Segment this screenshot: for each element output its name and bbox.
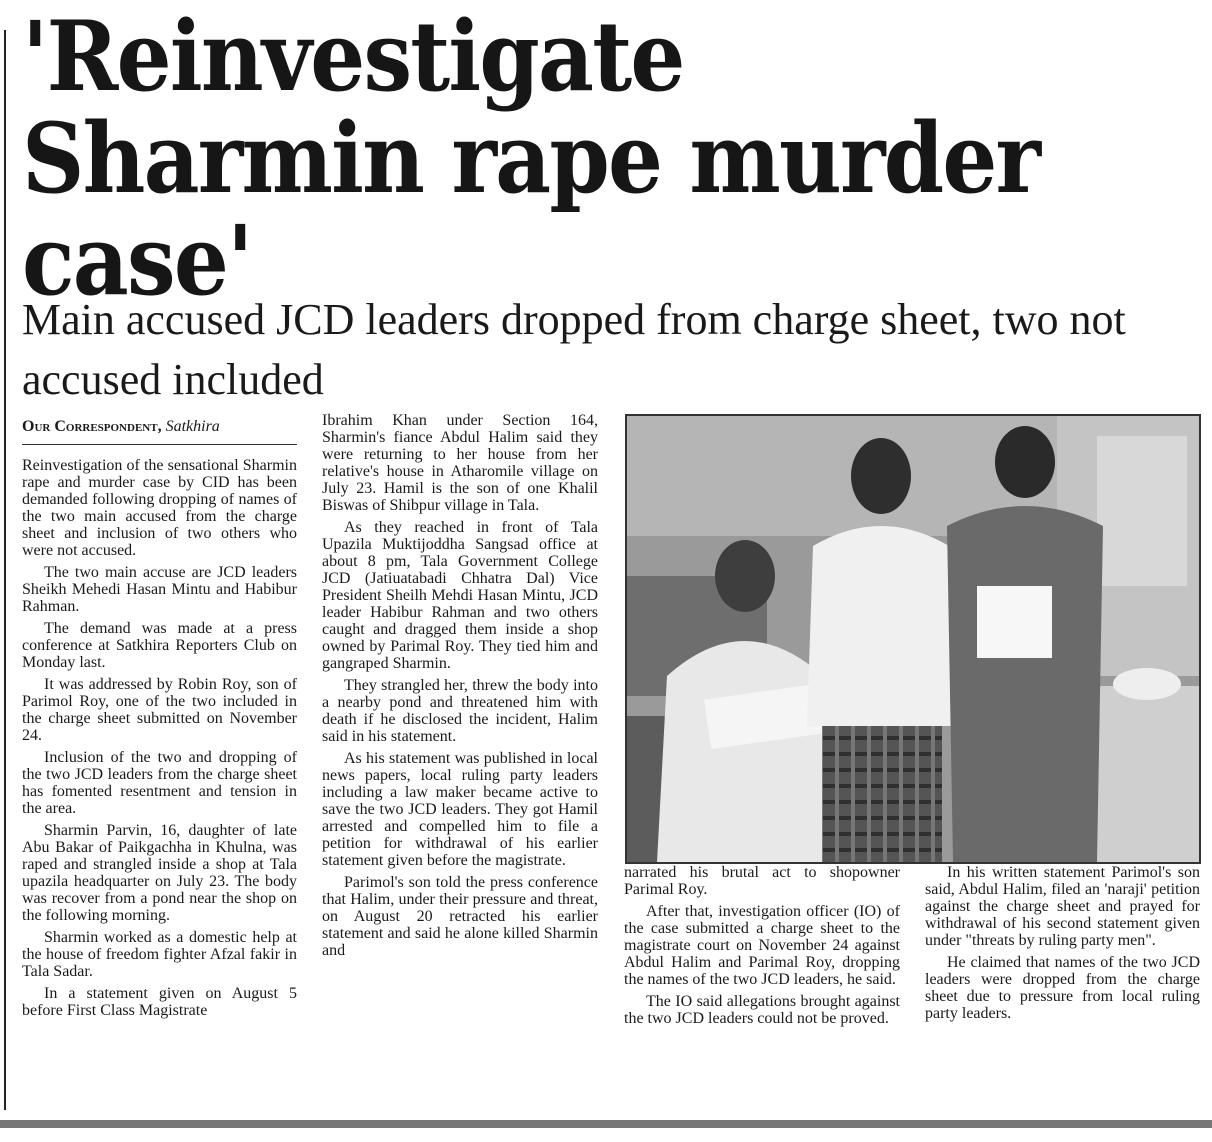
paragraph: Inclusion of the two and dropping of the two JCD leaders from the charge sheet has fomented resentment and tension in the area. [22,749,297,817]
left-margin-rule [4,30,6,1110]
bottom-rule [0,1120,1212,1128]
paragraph: As they reached in front of Tala Upazila Muktijoddha Sangsad office at about 8 pm, Tala Government College JCD (Jatiuatabadi Chhatra Dal) Vice President Sheilh Mehdi Hasan Mintu, JCD leader Habibur Rahman and two others caught and dragged them inside a shop owned by Parimal Roy. They tied him and gangraped Sharmin. [322,519,598,672]
paragraph: The IO said allegations brought against the two JCD leaders could not be proved. [624,993,900,1027]
paragraph: In a statement given on August 5 before First Class Magistrate [22,985,297,1019]
article-column-4 [925,864,1200,1027]
paragraph: As his statement was published in local news papers, local ruling party leaders including a law maker became active to save the two JCD leaders. They got Hamil arrested and compelled him to file a petition for withdrawal of his earlier statement given before the magistrate. [322,750,598,869]
byline [22,418,297,445]
article-column-2 [322,412,598,964]
headline: 'Reinvestigate Sharmin rape murder case' [22,0,1040,317]
paragraph: Sharmin Parvin, 16, daughter of late Abu Bakar of Paikgachha in Khulna, was raped and strangled inside a shop at Tala upazila headquarter on July 23. The body was recover from a pond near the shop on the following morning. [22,822,297,924]
paragraph: Ibrahim Khan under Section 164, Sharmin's fiance Abdul Halim said they were returning to her house from her relative's house in Atharomile village on July 23. Hamil is the son of one Khalil Biswas of Shibpur village in Tala. [322,412,598,514]
paragraph: Parimol's son told the press conference that Halim, under their pressure and threat, on August 20 retracted his earlier statement and said he alone killed Sharmin and [322,874,598,959]
paragraph: Sharmin worked as a domestic help at the house of freedom fighter Afzal fakir in Tala Sadar. [22,929,297,980]
article-column-1 [22,418,297,1024]
paragraph: narrated his brutal act to shopowner Parimal Roy. [624,864,900,898]
paragraph: After that, investigation officer (IO) of the case submitted a charge sheet to the magistrate court on November 24 against Abdul Halim and Parimal Roy, dropping the names of the two JCD leaders, he said. [624,903,900,988]
subheadline: Main accused JCD leaders dropped from charge sheet, two not accused included [22,295,1126,404]
paragraph: He claimed that names of the two JCD leaders were dropped from the charge sheet due to pressure from local ruling party leaders. [925,954,1200,1022]
byline-name: Our Correspondent, [22,418,162,435]
paragraph: The demand was made at a press conference at Satkhira Reporters Club on Monday last. [22,620,297,671]
paragraph: They strangled her, threw the body into a nearby pond and threatened him with death if he disclosed the incident, Halim said in his statement. [322,677,598,745]
paragraph: It was addressed by Robin Roy, son of Parimol Roy, one of the two included in the charge sheet submitted on November 24. [22,676,297,744]
article-column-3 [624,864,900,1032]
photo-illustration [627,416,1199,862]
paragraph: The two main accuse are JCD leaders Sheikh Mehedi Hasan Mintu and Habibur Rahman. [22,564,297,615]
news-photo [625,414,1201,864]
paragraph: Reinvestigation of the sensational Sharmin rape and murder case by CID has been demanded following dropping of names of the two main accused from the charge sheet and inclusion of two others who were not accused. [22,457,297,559]
byline-place: Satkhira [165,418,220,435]
paragraph: In his written statement Parimol's son said, Abdul Halim, filed an 'naraji' petition against the charge sheet and prayed for withdrawal of his second statement given under "threats by ruling party men". [925,864,1200,949]
